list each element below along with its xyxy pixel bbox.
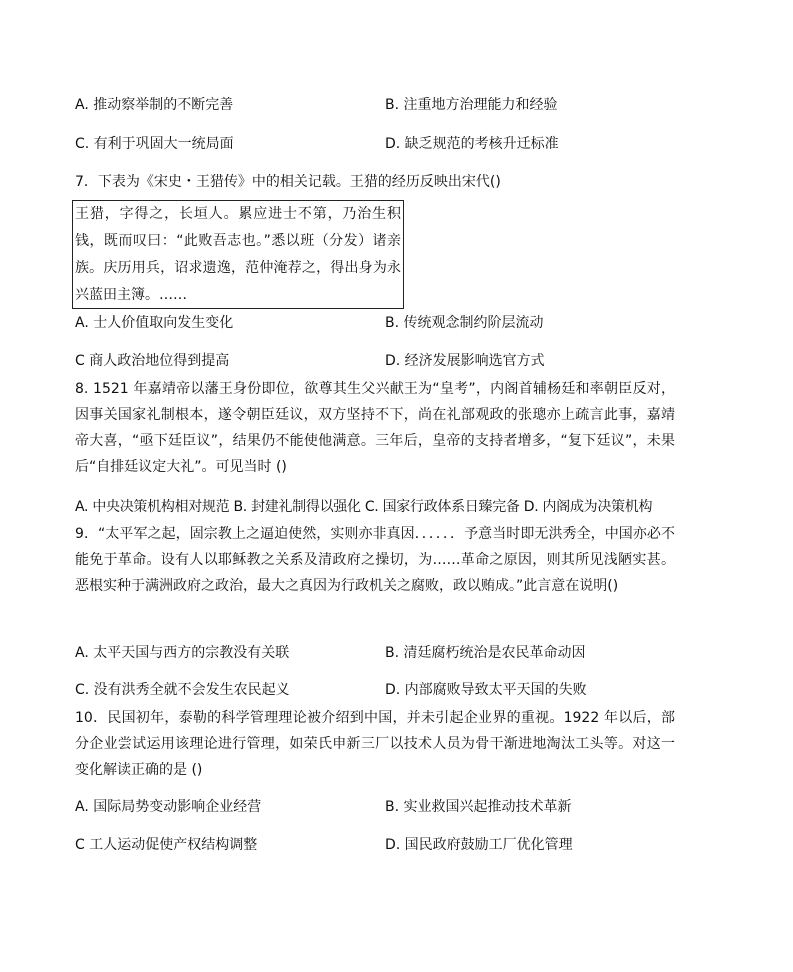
q6-option-c: C. 有利于巩固大一统局面 [75,136,234,152]
q6-option-b: B. 注重地方治理能力和经验 [385,97,558,113]
q9-option-a: A. 太平天国与西方的宗教没有关联 [75,645,290,661]
q10-option-a: A. 国际局势变动影响企业经营 [75,799,262,815]
q8-stem: 8. 1521 年嘉靖帝以藩王身份即位，欲尊其生父兴献王为“皇考”，内阁首辅杨廷和率朝臣反对，因事关国家礼制根本，遂令朝臣廷议，双方坚持不下，尚在礼部观政的张璁亦上疏言此事，嘉靖帝大喜，“亟下廷臣议”，结果仍不能使他满意。三年后，皇帝的支持者增多，“复下廷议”，未果后“自排廷议定大礼”。可见当时 () [75,381,675,475]
q10-stem: 10．民国初年，泰勒的科学管理理论被介绍到中国，并未引起企业界的重视。1922 年以后，部分企业尝试运用该理论进行管理，如荣氏申新三厂以技术人员为骨干渐进地淘汰工头等。对这一变化解读正确的是 () [75,710,675,778]
q9-option-b: B. 清廷腐朽统治是农民革命动因 [385,645,586,661]
q7-stem: 7．下表为《宋史・王猎传》中的相关记载。王猎的经历反映出宋代() [75,174,501,190]
q9-option-d: D. 内部腐败导致太平天国的失败 [385,682,587,698]
q9-option-c: C. 没有洪秀全就不会发生农民起义 [75,682,290,698]
q6-option-d: D. 缺乏规范的考核升迁标准 [385,136,559,152]
q7-option-a: A. 士人价值取向发生变化 [75,315,234,331]
q10-option-b: B. 实业救国兴起推动技术革新 [385,799,572,815]
q10-option-c: C 工人运动促使产权结构调整 [75,837,258,853]
q8-options: A. 中央决策机构相对规范 B. 封建礼制得以强化 C. 国家行政体系日臻完备 D. 内阁成为决策机构 [75,499,653,515]
q7-option-d: D. 经济发展影响选官方式 [385,353,545,369]
q10-option-d: D. 国民政府鼓励工厂优化管理 [385,837,573,853]
q7-quote-table: 王猎，字得之，长垣人。累应进士不第，乃治生积钱，既而叹曰：“此败吾志也。”悉以班（分发）诸亲族。庆历用兵，诏求遗逸，范仲淹荐之，得出身为永兴蓝田主簿。…… [72,200,404,309]
q7-option-b: B. 传统观念制约阶层流动 [385,315,544,331]
q6-option-a: A. 推动察举制的不断完善 [75,97,234,113]
q7-option-c: C 商人政治地位得到提高 [75,353,230,369]
q9-stem: 9．“太平军之起，固宗教上之逼迫使然，实则亦非真因．．．．．．予意当时即无洪秀全，中国亦必不能免于革命。设有人以耶稣教之关系及清政府之操切，为……革命之原因，则其所见浅陋实甚。恶根实种于满洲政府之政治，最大之真因为行政机关之腐败，政以贿成。”此言意在说明() [75,526,675,594]
